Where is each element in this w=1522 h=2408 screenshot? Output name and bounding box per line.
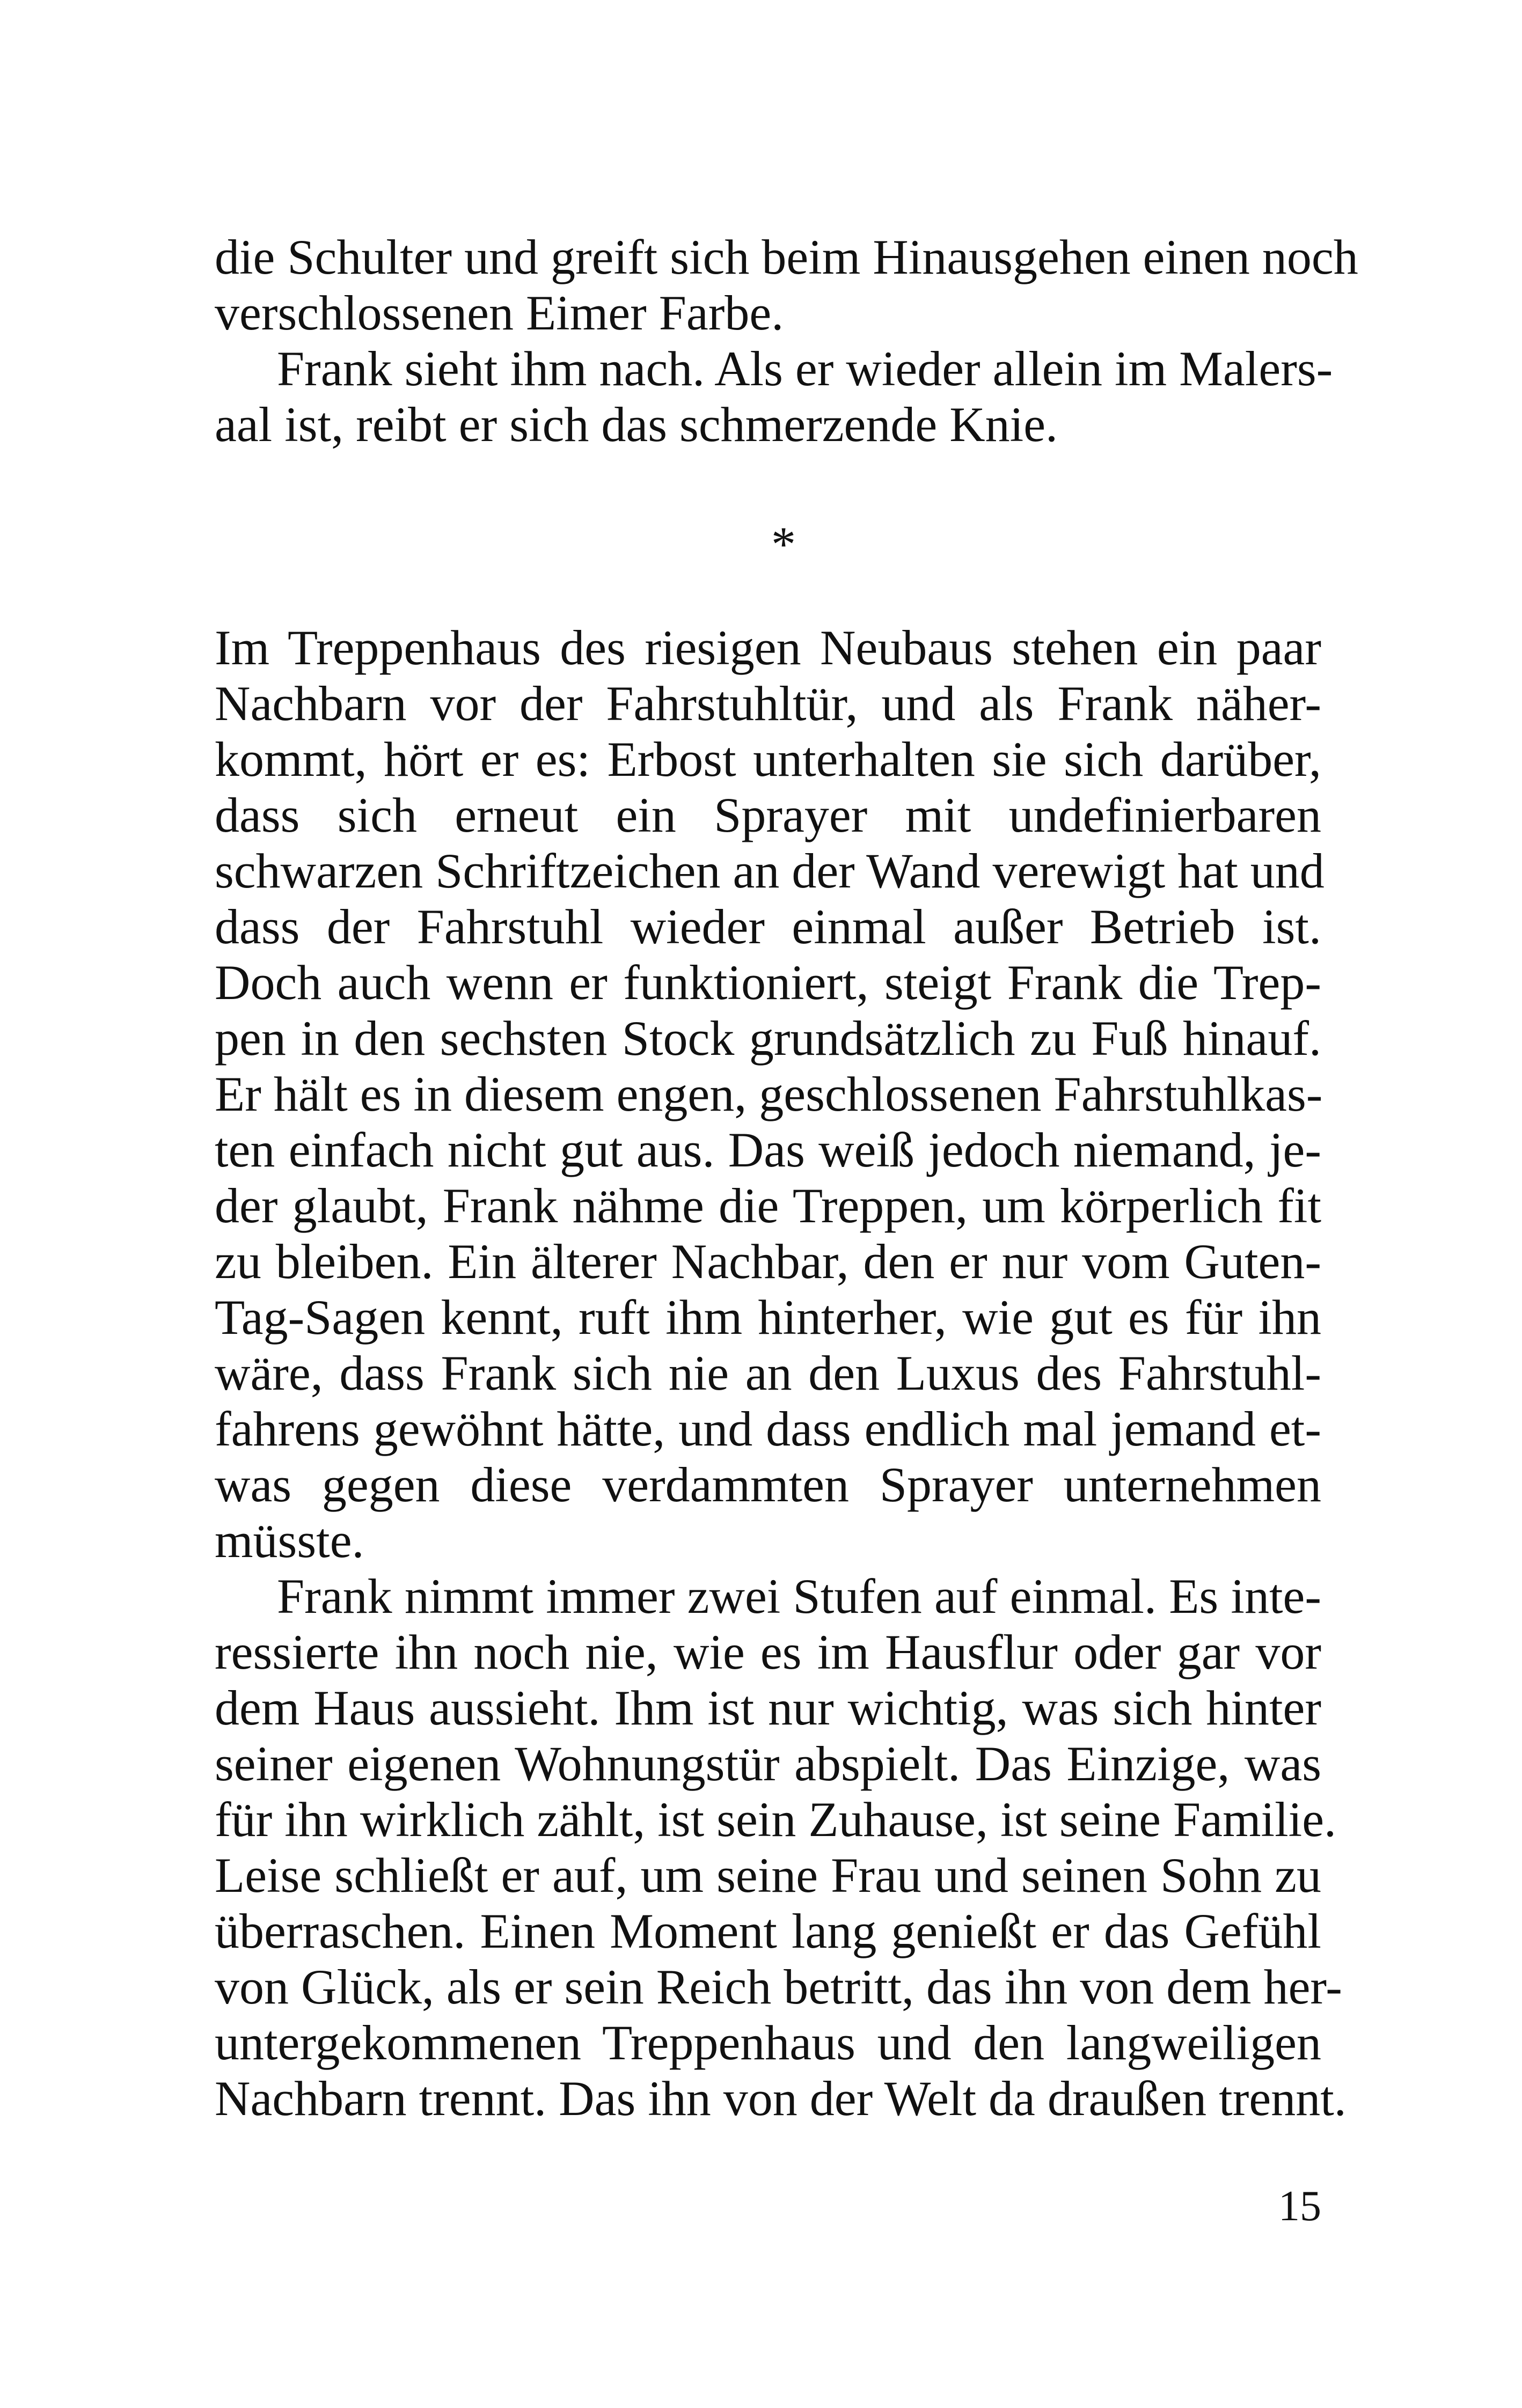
- text-line: seiner eigenen Wohnungstür abspielt. Das Einzige, was: [215, 1736, 1321, 1791]
- text-line: von Glück, als er sein Reich betritt, das ihn von dem her-: [215, 1959, 1342, 2014]
- text-line: Nachbarn vor der Fahrstuhltür, und als Frank näher-: [215, 676, 1321, 731]
- text-line: der glaubt, Frank nähme die Treppen, um körperlich fit: [215, 1178, 1321, 1233]
- text-line: Frank nimmt immer zwei Stufen auf einmal. Es inte-: [277, 1569, 1321, 1624]
- page-number: 15: [1278, 2183, 1321, 2230]
- text-line: Frank sieht ihm nach. Als er wieder allein im Malers-: [277, 341, 1333, 396]
- text-line: ressierte ihn noch nie, wie es im Hausflur oder gar vor: [215, 1625, 1321, 1679]
- text-line: schwarzen Schriftzeichen an der Wand verewigt hat und: [215, 843, 1325, 898]
- section-break-asterisk: *: [771, 517, 796, 571]
- text-line: verschlossenen Eimer Farbe.: [215, 285, 784, 340]
- text-line: Nachbarn trennt. Das ihn von der Welt da draußen trennt.: [215, 2071, 1347, 2126]
- text-line: Leise schließt er auf, um seine Frau und seinen Sohn zu: [215, 1848, 1321, 1903]
- text-line: was gegen diese verdammten Sprayer unternehmen: [215, 1457, 1321, 1512]
- text-line: Doch auch wenn er funktioniert, steigt Frank die Trep-: [215, 955, 1321, 1010]
- text-line: Er hält es in diesem engen, geschlossenen Fahrstuhlkas-: [215, 1067, 1323, 1121]
- text-line: Tag-Sagen kennt, ruft ihm hinterher, wie gut es für ihn: [215, 1290, 1321, 1345]
- text-line: kommt, hört er es: Erbost unterhalten sie sich darüber,: [215, 732, 1321, 787]
- main-text-block: [215, 620, 1347, 2126]
- text-line: ten einfach nicht gut aus. Das weiß jedoch niemand, je-: [215, 1122, 1321, 1177]
- text-line: müsste.: [215, 1513, 364, 1568]
- text-line: zu bleiben. Ein älterer Nachbar, den er nur vom Guten-: [215, 1234, 1321, 1289]
- text-line: dem Haus aussieht. Ihm ist nur wichtig, was sich hinter: [215, 1680, 1321, 1735]
- text-line: pen in den sechsten Stock grundsätzlich zu Fuß hinauf.: [215, 1011, 1321, 1066]
- text-line: für ihn wirklich zählt, ist sein Zuhause, ist seine Familie.: [215, 1792, 1337, 1847]
- text-line: Im Treppenhaus des riesigen Neubaus stehen ein paar: [215, 620, 1321, 675]
- top-text-block: [215, 229, 1358, 452]
- text-line: aal ist, reibt er sich das schmerzende Knie.: [215, 397, 1058, 452]
- text-line: dass sich erneut ein Sprayer mit undefinierbaren: [215, 788, 1321, 842]
- text-line: wäre, dass Frank sich nie an den Luxus des Fahrstuhl-: [215, 1346, 1321, 1400]
- text-line: fahrens gewöhnt hätte, und dass endlich mal jemand et-: [215, 1401, 1321, 1456]
- text-line: untergekommenen Treppenhaus und den langweiligen: [215, 2015, 1321, 2070]
- text-line: überraschen. Einen Moment lang genießt er das Gefühl: [215, 1904, 1321, 1958]
- text-line: die Schulter und greift sich beim Hinausgehen einen noch: [215, 230, 1358, 284]
- text-line: dass der Fahrstuhl wieder einmal außer Betrieb ist.: [215, 899, 1321, 954]
